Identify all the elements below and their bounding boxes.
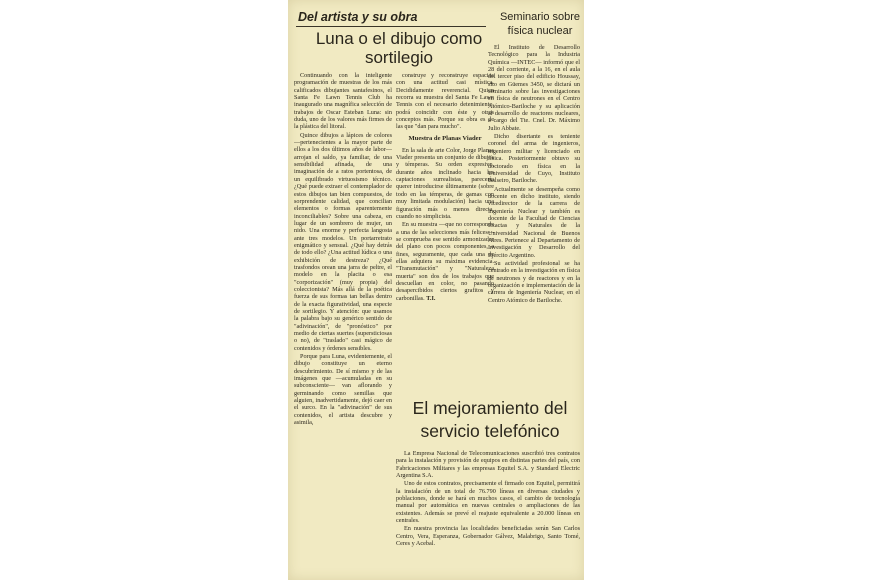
- article-paragraph: [396, 221, 494, 302]
- newspaper-clipping: [288, 0, 584, 580]
- side-article-column: [488, 44, 580, 384]
- author-signature: T.I.: [426, 294, 436, 302]
- article-paragraph: Porque para Luna, evidentemente, el dibujo constituye un eterno descubrimiento. De sí mismo y de las imágenes que —acumuladas en su subconsciente— van aflorando y germinando como semillas que alguien, inadvertidamente, dejó caer en el surco. En la "adivinación" de sus contenidos, el artista descubre y asimila,: [294, 353, 392, 427]
- article-paragraph: La Empresa Nacional de Telecomunicaciones suscribió tres contratos para la instalación y provisión de equipos en distintas partes del país, con Fabricaciones Militares y las empresas Equitel S.A. y Standard Electric Argentina S.A.: [396, 450, 580, 480]
- article-paragraph: Continuando con la inteligente programación de muestras de los más calificados dibujantes santafesinos, el Santa Fe Lawn Tennis Club ha inaugurado una magnífica selección de trabajos de Oscar Esteban Luna: sin duda, uno de los valores más firmes de la plástica del litoral.: [294, 72, 392, 131]
- article-headline: Luna o el dibujo como sortilegio: [315, 29, 483, 67]
- article-paragraph: En la sala de arte Color, Jorge Planas Viader presenta un conjunto de dibujos y témperas. Su orden expresivo, durante años inclinado hacia las captaciones surrealistas, parecería querer introducirse últimamente (sobre todo en las témperas, de gamas con muy limitada modulación) hacia una figuración más o menos directa, cuando no simplicista.: [396, 146, 494, 220]
- article-column-1: [294, 72, 392, 576]
- paragraph-text: En su muestra —que no corresponde a una de las selecciones más felices— se comprueba ese sentido armonizador del plano con pocos componentes, a fines, seguramente, que cada una de ellas adquiera su máxima evidencia. "Transmutación" y "Naturaleza muerta" son dos de los trabajos que descuellan en color, no pasando desapercibidos ciertos grafitos y carbonillas.: [396, 221, 494, 302]
- article-paragraph: Quince dibujos a lápices de colores —pertenecientes a la mayor parte de ellos a los dos últimos años de labor— arrojan el saldo, ya familiar, de una sensibilidad afinada, de una imaginación de a ratos portentosa, de un equilibrado virtuosismo técnico. ¿Qué puede extraer el contemplador de estos dibujos tan bien compuestos, de sorprendente calidad, que concilian elementos o formas aparentemente inconciliables? Sobre una cabeza, en lugar de un sombrero de mujer, un nido. Una enorme y perfecta langosta ante tres modelos. Un portarretrato enigmático y sensual. ¿Qué hay detrás de todo ello? ¿Una actitud lúdica o una exhibición de destreza? ¿Qué trasfondos orean una jarra de peltre, el modelo en la placita o esa "corporización" (muy propia) del coleccionista? Más allá de la poética fuerza de sus formas tan bellas dentro de la exacta figuratividad, una especie de sortilegio. Y atención: que usamos la palabra bajo su genérico sentido de "adivinación", de "pronóstico" por medio de ciertas suertes (supersticiosas o no), de "traslado" casi mágico de contenidos y órdenes sensibles.: [294, 131, 392, 352]
- article-paragraph: Uno de estos contratos, precisamente el firmado con Equitel, permitirá la instalación de un total de 76.790 líneas en diversas ciudades y poblaciones, donde se hará en muchos casos, el cambio de tecnología manual por automática en nuevas centrales o ampliaciones de las existentes. Además se prevé el reajuste equivalente a 20.000 líneas en centrales.: [396, 480, 580, 525]
- article-column-2: [396, 72, 494, 390]
- article-paragraph: El Instituto de Desarrollo Tecnológico para la Industria Química —INTEC— informó que el 28 del corriente, a la 16, en el aula del tercer piso del edificio Houssay, sito en Güemes 3450, se dictará un seminario sobre las investigaciones en física de neutrones en el Centro Atómico-Bariloche y su aplicación al desarrollo de reactores nucleares, a cargo del Tte. Cnel. Dr. Máximo Julio Abbate.: [488, 44, 580, 132]
- article-paragraph: Actualmente se desempeña como docente en dicho instituto, siendo vicedirector de la carrera de Ingeniería Nuclear y también es docente de la Facultad de Ciencias Exactas y Naturales de la Universidad Nacional de Buenos Aires. Pertenece al Departamento de Investigación y Desarrollo del Ejército Argentino.: [488, 185, 580, 259]
- second-article-headline: El mejoramiento del servicio telefónico: [412, 398, 568, 441]
- article-paragraph: En nuestra provincia las localidades beneficiadas serán San Carlos Centro, Vera, Esperanza, Gobernador Gálvez, Malabrigo, Santo Tomé, Ceres y Acebal.: [396, 525, 580, 548]
- section-rule: [296, 26, 486, 27]
- subhead-byline: Muestra de Planas Viader: [408, 134, 482, 142]
- article-paragraph: construye y reconstruye espacios con una actitud casi mística. Decididamente reverencial. Quien recorra su muestra del Santa Fe Lawn Tennis con el necesario detenimiento, podrá coincidir con éste y otros conceptos más. Porque su obra es de las que "dan para mucho".: [396, 72, 494, 131]
- side-article-headline: Seminario sobre física nuclear: [499, 11, 581, 37]
- article-paragraph: Su actividad profesional se ha centrado en la investigación en física de neutrones y de reactores y en la organización e implementación de la carrera de Ingeniería Nuclear, en el Centro Atómico de Bariloche.: [488, 259, 580, 304]
- second-article-body: [396, 450, 580, 576]
- section-label: Del artista y su obra: [298, 10, 418, 24]
- article-paragraph: Dicho disertante es teniente coronel del arma de ingenieros, ingeniero militar y licenciado en física. Posteriormente obtuvo su doctorado en física en la Universidad de Cuyo, Instituto Balseiro, Bariloche.: [488, 133, 580, 185]
